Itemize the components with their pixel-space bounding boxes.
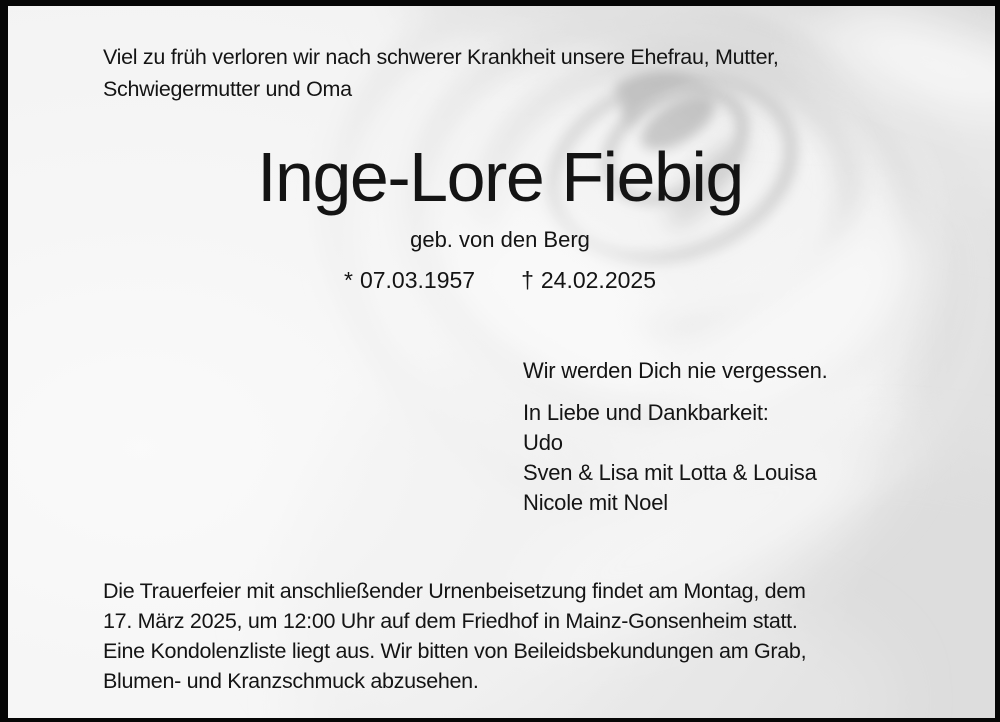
death-cross-symbol: † [521, 267, 534, 293]
mourner-name: Nicole mit Noel [523, 490, 668, 515]
deceased-name: Inge-Lore Fiebig [257, 138, 743, 216]
intro-line: Viel zu früh verloren wir nach schwerer Krankheit unsere Ehefrau, Mutter, [103, 45, 779, 69]
funeral-line: Eine Kondolenzliste liegt aus. Wir bitten von Beileidsbekundungen am Grab, [103, 639, 807, 663]
death-date-value: 24.02.2025 [540, 267, 656, 293]
funeral-line: Die Trauerfeier mit anschließender Urnenbeisetzung findet am Montag, dem [103, 579, 806, 603]
birth-date [344, 266, 475, 294]
funeral-line: Blumen- und Kranzschmuck abzusehen. [103, 669, 479, 693]
funeral-line: 17. März 2025, um 12:00 Uhr auf dem Friedhof in Mainz-Gonsenheim statt. [103, 609, 798, 633]
life-dates [0, 266, 1000, 294]
birth-star-symbol: * [344, 267, 353, 293]
mourner-name: Udo [523, 430, 563, 455]
birth-date-value: 07.03.1957 [359, 267, 476, 293]
intro-text [103, 41, 779, 105]
remembrance-text: Wir werden Dich nie vergessen. [523, 358, 828, 383]
mourner-name: Sven & Lisa mit Lotta & Louisa [523, 460, 817, 485]
family-block [523, 356, 828, 518]
maiden-name: geb. von den Berg [410, 227, 590, 252]
closing-text: In Liebe und Dankbarkeit: [523, 400, 769, 425]
death-date [521, 266, 656, 294]
intro-line: Schwiegermutter und Oma [103, 77, 352, 101]
funeral-info [103, 576, 806, 696]
